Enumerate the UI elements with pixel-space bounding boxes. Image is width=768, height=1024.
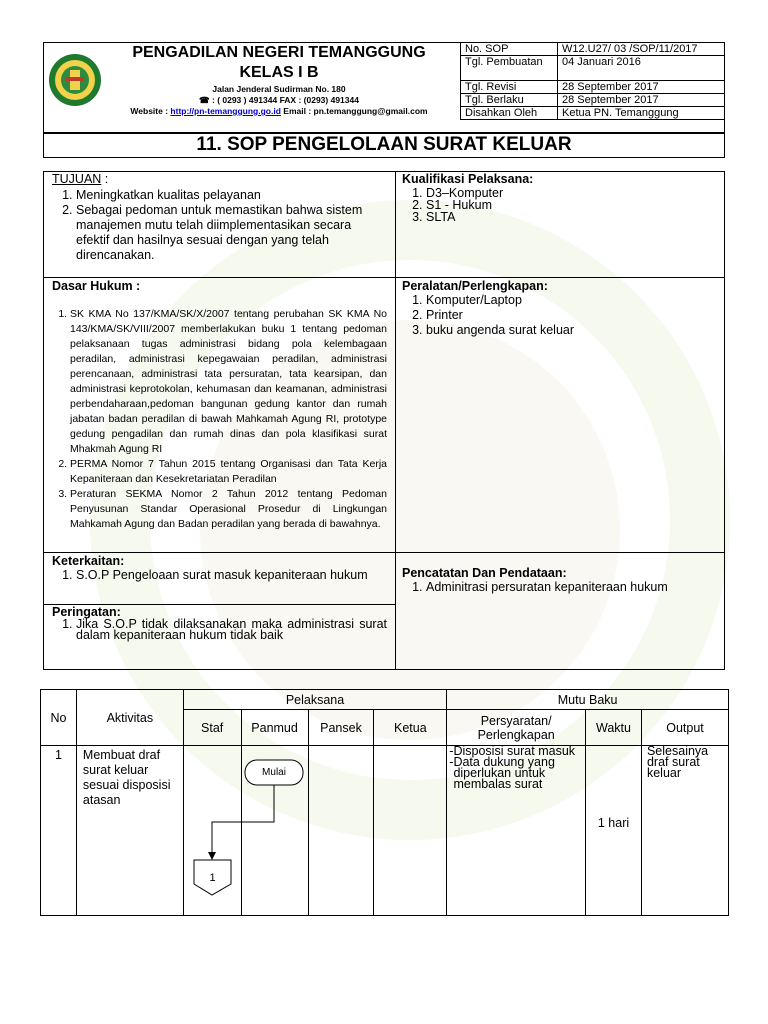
process-table bbox=[40, 689, 729, 916]
persyaratan-item: - Data dukung yang diperlukan untuk membalas surat bbox=[449, 755, 555, 791]
group-pelaksana: Pelaksana bbox=[183, 690, 447, 710]
tujuan-item: 2. Sebagai pedoman untuk memastikan bahwa sistem manajemen mutu telah diimplementasikan secara efektif dan hasilnya sesuai dengan yang telah direncanakan. bbox=[76, 203, 387, 263]
row-no: 1 bbox=[41, 746, 77, 916]
dasar-hukum-section bbox=[52, 279, 387, 532]
pencatatan-list bbox=[402, 580, 717, 595]
meta-label: Tgl. Berlaku bbox=[461, 94, 558, 107]
email-text: Email : pn.temanggung@gmail.com bbox=[283, 106, 428, 116]
meta-row bbox=[461, 94, 725, 107]
meta-row bbox=[461, 107, 725, 120]
meta-value: Ketua PN. Temanggung bbox=[558, 107, 725, 120]
meta-row bbox=[461, 56, 725, 81]
flow-start-label: Mulai bbox=[262, 767, 286, 778]
row-waktu: 1 hari bbox=[586, 746, 642, 916]
peralatan-section bbox=[402, 279, 717, 338]
peralatan-list bbox=[402, 293, 717, 338]
meta-value: W12.U27/ 03 /SOP/11/2017 bbox=[558, 43, 725, 56]
org-class: KELAS I B bbox=[239, 64, 319, 81]
tujuan-heading: TUJUAN bbox=[52, 172, 102, 186]
col-waktu: Waktu bbox=[586, 710, 642, 746]
kualifikasi-heading: Kualifikasi Pelaksana: bbox=[402, 172, 534, 186]
website-label: Website : bbox=[130, 106, 169, 116]
page-title: 11. SOP PENGELOLAAN SURAT KELUAR bbox=[196, 134, 572, 155]
meta-row bbox=[461, 81, 725, 94]
peralatan-item: 1. Komputer/Laptop bbox=[426, 293, 717, 308]
peralatan-item: 2. Printer bbox=[426, 308, 717, 323]
dasar-hukum-heading: Dasar Hukum : bbox=[52, 279, 141, 293]
kualifikasi-item: 2. S1 - Hukum bbox=[426, 199, 717, 211]
kualifikasi-section bbox=[402, 172, 717, 223]
persyaratan-item: - Disposisi surat masuk bbox=[449, 744, 576, 758]
tujuan-item: 1. Meningkatkan kualitas pelayanan bbox=[76, 188, 387, 203]
dasar-hukum-item: 1. SK KMA No 137/KMA/SK/X/2007 tentang perubahan SK KMA No 143/KMA/SK/VIII/2007 memberlakukan buku 1 tentang pedoman pelaksanaan tugas administrasi bidang pola kelembagaan peradilan, administrasi kepegawaian peradilan, administrasi perencanaan, administrasi tata persuratan, tata kearsipan, dan administrasi keprotokolan, kehumasan dan keamanan, administrasi perbendaharaan,pedoman bangunan gedung kantor dan rumah jabatan badan peradilan di bawah Mahkamah Agung RI, prototype gedung pengadilan dan rumah dinas dan pola klasifikasi surat Mhakmah Agung RI bbox=[70, 307, 387, 457]
peralatan-heading: Peralatan/Perlengkapan: bbox=[402, 279, 548, 293]
peringatan-item: 1. Jika S.O.P tidak dilaksanakan maka administrasi surat dalam kepaniteraan hukum tidak baik bbox=[76, 619, 387, 641]
website-link[interactable]: http://pn-temanggung.go.id bbox=[170, 106, 281, 116]
col-aktivitas: Aktivitas bbox=[76, 690, 183, 746]
row-output: Selesainya draf surat keluar bbox=[641, 746, 728, 916]
grid-h-divider-2 bbox=[43, 552, 725, 553]
meta-label: Disahkan Oleh bbox=[461, 107, 558, 120]
meta-value: 28 September 2017 bbox=[558, 81, 725, 94]
kualifikasi-list bbox=[402, 187, 717, 223]
col-persyaratan: Persyaratan/ Perlengkapan bbox=[447, 710, 586, 746]
meta-value: 04 Januari 2016 bbox=[558, 56, 725, 81]
kualifikasi-item: 3. SLTA bbox=[426, 211, 717, 223]
col-output: Output bbox=[641, 710, 728, 746]
dasar-hukum-item: 3. Peraturan SEKMA Nomor 2 Tahun 2012 tentang Pedoman Penyusunan Standar Operasional Prosedur di Lingkungan Mahkamah Agung dan Badan peradilan yang berada di bawahnya. bbox=[70, 487, 387, 532]
col-ketua: Ketua bbox=[374, 710, 447, 746]
tujuan-colon: : bbox=[101, 172, 109, 186]
keterkaitan-heading: Keterkaitan: bbox=[52, 554, 125, 568]
peringatan-heading: Peringatan: bbox=[52, 605, 121, 619]
table-row bbox=[41, 746, 729, 916]
grid-v-divider bbox=[395, 171, 396, 670]
meta-row bbox=[461, 43, 725, 56]
peringatan-section bbox=[52, 605, 387, 641]
cell-ketua bbox=[374, 746, 447, 916]
dasar-hukum-item: 2. PERMA Nomor 7 Tahun 2015 tentang Organisasi dan Tata Kerja Kepaniteraan dan Kesekretariatan Peradilan bbox=[70, 457, 387, 487]
col-panmud: Panmud bbox=[241, 710, 308, 746]
pencatatan-section bbox=[402, 566, 717, 595]
keterkaitan-list bbox=[52, 568, 387, 583]
row-persyaratan bbox=[447, 746, 586, 916]
pencatatan-item: 1. Adminitrasi persuratan kepaniteraan hukum bbox=[426, 580, 717, 595]
org-name: PENGADILAN NEGERI TEMANGGUNG bbox=[132, 44, 426, 61]
flow-connector-line bbox=[212, 785, 274, 855]
org-address: Jalan Jenderal Sudirman No. 180 bbox=[212, 84, 346, 94]
peralatan-item: 3. buku angenda surat keluar bbox=[426, 323, 717, 338]
meta-label: No. SOP bbox=[461, 43, 558, 56]
col-pansek: Pansek bbox=[308, 710, 374, 746]
org-contact bbox=[100, 106, 458, 116]
meta-value: 28 September 2017 bbox=[558, 94, 725, 107]
grid-h-divider-1 bbox=[43, 277, 725, 278]
tujuan-section bbox=[52, 172, 387, 263]
group-mutu-baku: Mutu Baku bbox=[447, 690, 729, 710]
tujuan-list bbox=[52, 188, 387, 263]
peringatan-list bbox=[52, 619, 387, 641]
pencatatan-heading: Pencatatan Dan Pendataan: bbox=[402, 566, 567, 580]
dasar-hukum-list bbox=[52, 307, 387, 532]
meta-label: Tgl. Revisi bbox=[461, 81, 558, 94]
kualifikasi-item: 1. D3–Komputer bbox=[426, 187, 717, 199]
court-logo bbox=[48, 52, 102, 108]
meta-label: Tgl. Pembuatan bbox=[461, 56, 558, 81]
flow-arrow-head bbox=[208, 852, 216, 860]
sop-meta-table bbox=[460, 42, 725, 120]
row-aktivitas: Membuat draf surat keluar sesuai disposisi atasan bbox=[76, 746, 183, 916]
flow-connector-label: 1 bbox=[209, 872, 216, 884]
keterkaitan-section bbox=[52, 554, 387, 583]
org-phone: ☎ : ( 0293 ) 491344 FAX : (0293) 491344 bbox=[199, 95, 359, 105]
keterkaitan-item: 1. S.O.P Pengeloaan surat masuk kepaniteraan hukum bbox=[76, 568, 387, 583]
col-staf: Staf bbox=[183, 710, 241, 746]
col-no: No bbox=[41, 690, 77, 746]
